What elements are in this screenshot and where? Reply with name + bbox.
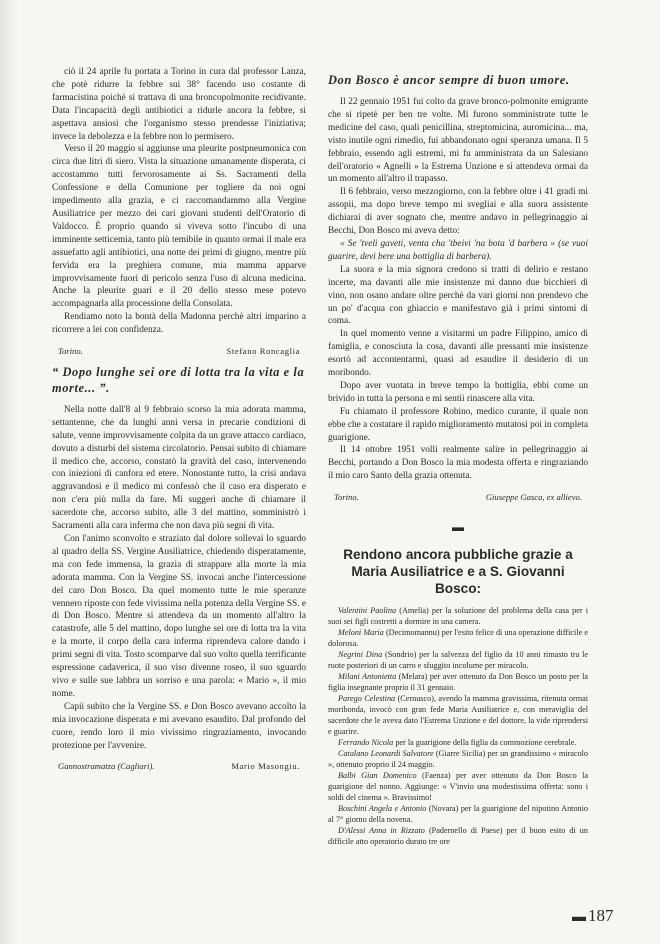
section-divider: ▬: [452, 520, 464, 535]
grace-name: Negrini Dina: [338, 650, 383, 660]
section-heading: “ Dopo lunghe sei ore di lotta tra la vita e la morte... ”.: [52, 364, 305, 395]
paragraph: La suora e la mia signora credono si tratti di delirio e restano incerte, ma davanti alle mie insistenze mi danno due bicchieri di vino, non osano andare oltre perchè da vari giorni non prendevo che un po' d'acqua con ghiaccio e manifestavo già i primi sintomi di coma.: [328, 264, 588, 327]
paragraph: Verso il 20 maggio si aggiunse una pleurite postpneumonica con circa due litri di siero. Vista la situazione umanamente disperata, ci accostammo tutti fervorosamente ai Ss. Sacramenti della Confessione e della Comunione per togliere da noi ogni impedimento alla grazia, e ci raccomandammo alla Vergine Ausiliatrice per mezzo dei cari giovani studenti dell'Oratorio di Valdocco. È proprio quando si viveva sotto l'incubo di una imminente setticemia, tanto più temibile in quanto ormai il male era assuefatto agli antibiotici, una notte dei primi di giugno, mentre più fervida era la preghiera comune, mia mamma apparve improvvisamente fuori di pericolo senza l'uso di alcuna medicina. Anche la pleurite guarì e il 20 dello stesso mese potevo accompagnarla alla processione della Consolata.: [52, 144, 306, 310]
signature: [58, 760, 300, 773]
paragraph: Fu chiamato il professore Robino, medico curante, il quale non ebbe che a costatare il rapido miglioramento mutatosi poi in completa guarigione.: [328, 406, 588, 443]
grace-text: (Faenza) per aver ottenuto da Don Bosco la guarigione del nonno. Aggiunge: « V'invio una modestissima offerta: sono i soldi del cinema ». Bravissimo!: [328, 771, 589, 803]
grace-name: Parego Celestina: [338, 694, 396, 704]
grace-name: Boschini Angela e Antonio: [338, 804, 427, 814]
section-heading: Rendono ancora pubbliche grazie a Maria Ausiliatrice e a S. Giovanni Bosco:: [343, 547, 573, 597]
grace-name: Balbi Gian Domenico: [338, 771, 417, 781]
list-item: [328, 770, 588, 803]
graces-list: [328, 605, 588, 847]
paragraph: Rendiamo noto la bontà della Madonna perchè altri imparino a ricorrere a lei con confidenza.: [52, 312, 306, 336]
list-item: [328, 627, 588, 649]
signature-place: Torino.: [334, 492, 359, 503]
paragraph: Il 14 ottobre 1951 volli realmente salire in pellegrinaggio ai Becchi, portando a Don Bosco la mia modesta offerta e ringraziando il mio caro Santo della grazia ottenuta.: [328, 445, 588, 482]
page-number: [572, 906, 614, 926]
grace-text: (Cernusco), avendo la mamma gravissima, ritenuta ormai moribonda, invocò con gran fede Maria Ausiliatrice e, con meraviglia del sacerdote che le aveva dato l'Estrema Unzione e del dottore, la vide riprendersi e guarire.: [328, 694, 588, 737]
page-edge-shadow: [0, 0, 18, 944]
signature-place: Torino.: [58, 346, 83, 357]
grace-text: (Padernello di Paese) per il buon esito di un difficile atto operatorio durato tre ore: [328, 826, 588, 847]
signature: [334, 491, 582, 504]
page-number-value: 187: [588, 906, 614, 925]
paragraph: Nella notte dall'8 al 9 febbraio scorso la mia adorata mamma, settantenne, che da lunghi anni versa in precarie condizioni di salute, venne improvvisamente colpita da un grave attacco cardiaco, dovuto a disturbi del sistema circolatorio. Pensai subito di chiamare il medico che, accorso, constatò la gravità del caso, intervenendo con iniezioni di canfora ed etere. Nonostante tutto, la crisi andava aggravandosi e il medico mi confessò che il caso era disperato e non c'era più nulla da fare. Mi suggerì anche di chiamare il sacerdote che, accorso subito, alle 3 del mattino, somministrò i Sacramenti alla cara inferma che non dava più segni di vita.: [52, 404, 306, 532]
left-column: [52, 66, 306, 777]
grace-name: Meloni Maria: [338, 628, 384, 638]
grace-text: (Decimomannu) per l'esito felice di una operazione difficile e dolorosa.: [328, 628, 588, 649]
paragraph: Il 6 febbraio, verso mezzogiorno, con la febbre oltre i 41 gradi mi assopii, ma dopo breve tempo mi svegliai e alla suora assistente dichiarai di aver sognato che, mentre andavo in pellegrinaggio ai Becchi, Don Bosco mi aveva detto:: [328, 187, 588, 237]
list-item: [328, 825, 588, 847]
grace-text: (Novara) per la guarigione del nipotino Antonio al 7° giorno della novena.: [328, 804, 589, 825]
list-item: [328, 737, 588, 748]
signature-name: Stefano Roncaglia: [226, 346, 300, 357]
paragraph: In quel momento venne a visitarmi un padre Filippino, amico di famiglia, e conosciuta la cosa, davanti alle pressanti mie insistenze esortò ad accontentarmi, quasi ad esaudire il desiderio di un moribondo.: [328, 329, 588, 379]
list-item: [328, 693, 588, 737]
grace-text: (Giarre Sicilia) per un grandissimo « miracolo », ottenuto proprio il 24 maggio.: [328, 749, 588, 770]
paragraph: Capii subito che la Vergine SS. e Don Bosco avevano accolto la mia invocazione disperata e mi avevano esaudito. Dal profondo del cuore, rendo loro il mio vivissimo ringraziamento, invocando protezione per l'avvenire.: [52, 701, 306, 751]
paragraph: ciò il 24 aprile fu portata a Torino in cura dal professor Lanza, che potè ridurre la febbre sui 38° facendo uso costante di farmacistina poichè si trattava di una broncopolmonite recidivante. Data l'incapacità degli antibiotici a ridurle ancora la febbre, si aspettava ansiosi che l'organismo stesso prendesse l'iniziativa; invece la debolezza e la febbre non lo permisero.: [52, 67, 306, 142]
paragraph: « Se 'tveli gaveti, venta cha 'tbeivi 'na bota 'd barbera » (se vuoi guarire, devi bere una bottiglia di barbera).: [328, 238, 588, 262]
list-item: [328, 748, 588, 770]
list-item: [328, 803, 588, 825]
signature-name: Giuseppe Gasca, ex allievo.: [485, 492, 582, 503]
grace-name: D'Alessi Anna in Rizzato: [338, 826, 425, 836]
signature: [58, 345, 300, 358]
list-item: [328, 649, 588, 671]
grace-name: Catalano Leonardi Salvatore: [338, 749, 434, 759]
grace-text: per la guarigione della figlia da commozione cerebrale.: [395, 738, 577, 748]
grace-name: Ferrando Nicola: [338, 738, 394, 748]
page-number-mark: ▬: [572, 910, 586, 925]
grace-name: Valentini Paolina: [338, 606, 397, 616]
signature-name: Mario Masongiu.: [231, 761, 300, 772]
grace-text: (Melara) per aver ottenuto da Don Bosco un posto per la figlia insegnante proprio il 31 gennaio.: [328, 672, 588, 693]
signature-place: Gannostramatza (Cagliari).: [58, 761, 155, 772]
paragraph: Dopo aver vuotata in breve tempo la bottiglia, ebbi come un brivido in tutta la persona e mi sentii rinascere alla vita.: [328, 380, 588, 404]
grace-text: (Sondrio) per la salvezza del figlio da 10 anni rimasto tra le ruote posteriori di un carro e sfuggito incolume per miracolo.: [328, 650, 588, 671]
paragraph: Con l'animo sconvolto e straziato dal dolore sollevai lo sguardo al quadro della SS. Vergine Ausiliatrice, chiedendo disperatamente, ma con fede immensa, la grazia di strappare alla morte la mia adorata mamma. Con la Vergine SS. invocai anche l'intercessione del caro Don Bosco. Da quel momento tutte le mie speranze vennero riposte con fede vivissima nella potenza della Vergine SS. e di Don Bosco. Mentre si attendeva da un momento all'altro la catastrofe, alle 5 del mattino, dopo lunghe sei ore di lotta tra la vita e la morte, il corpo della cara inferma riprendeva calore dando i primi segni di vita. Tosto scomparve dal suo volto quella terrificante espressione cadaverica, il suo viso divenne roseo, il suo sguardo vivo e sulle sue labbra un sorriso e una parola: « Mario », il mio nome.: [52, 534, 307, 699]
list-item: [328, 671, 588, 693]
list-item: [328, 605, 588, 627]
section-heading: Don Bosco è ancor sempre di buon umore.: [328, 73, 570, 87]
right-column: [328, 66, 588, 847]
grace-name: Milani Antonietta: [338, 672, 397, 682]
paragraph: Il 22 gennaio 1951 fui colto da grave bronco-polmonite emigrante che si ripetè per ben tre volte. Mi furono somministrate tutte le medicine del caso, quali penicillina, streptomicina, auromicina... ma, visto inutile ogni rimedio, fui abbandonato ogni speranza umana. Il 5 febbraio, essendo agli estremi, mi fu amministrata da un Salesiano dell'oratorio « Agnelli » la Estrema Unzione e si attendeva ormai da un momento all'altro il trapasso.: [328, 97, 588, 185]
grace-text: (Amelia) per la soluzione del problema della casa per i suoi sei figli costretti a dormire in una camera.: [328, 606, 588, 627]
